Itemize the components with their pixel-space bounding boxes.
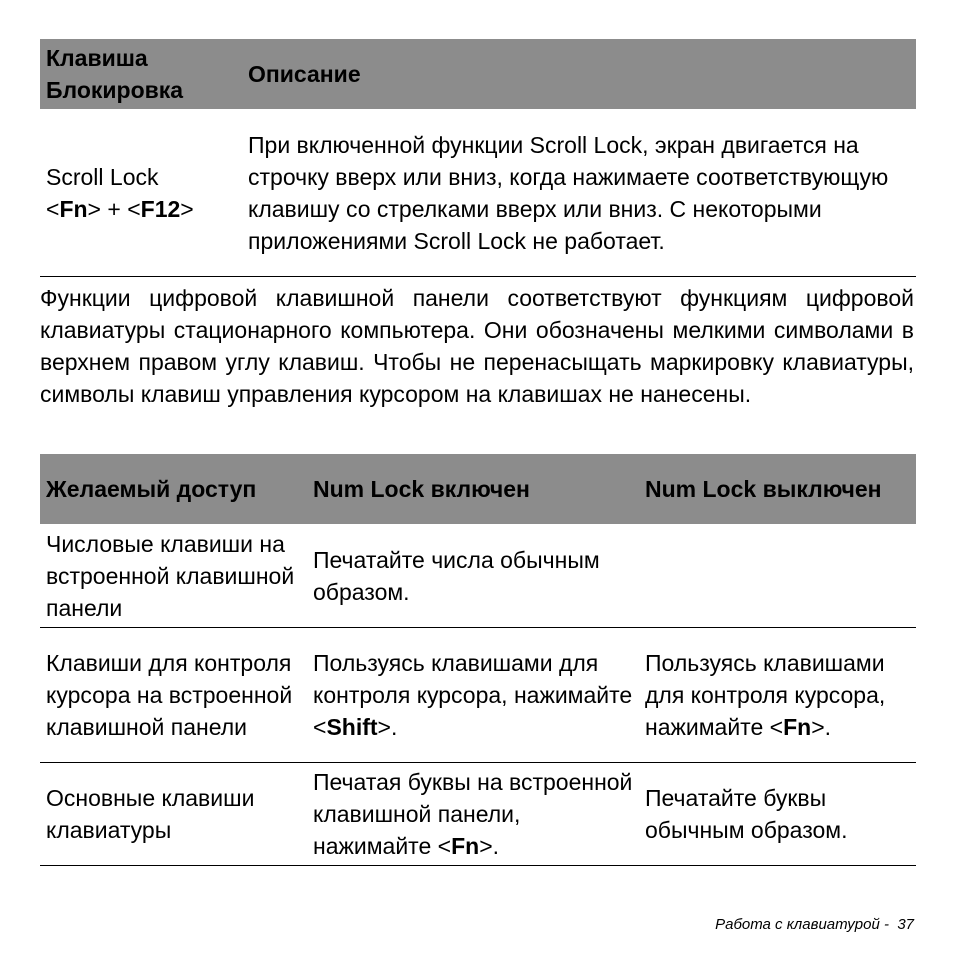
access-cell: Клавиши для контроля курсора на встроенной клавишной панели [46, 650, 293, 740]
scroll-lock-name: Scroll Lock [46, 163, 159, 190]
fn-key: Fn [59, 195, 88, 222]
table-row [40, 628, 916, 763]
header-access: Желаемый доступ [46, 476, 257, 502]
numlock-on-cell: Печатайте числа обычным образом. [313, 546, 600, 605]
lock-keys-table-header [40, 39, 916, 109]
scroll-lock-key-cell: Scroll Lock <Fn> + <F12> [46, 163, 194, 222]
header-numlock-on: Num Lock включен [313, 476, 530, 502]
header-key-lock: Клавиша Блокировка [46, 45, 184, 103]
scroll-lock-description: При включенной функции Scroll Lock, экран двигается на строчку вверх или вниз, когда нажимаете соответствующую клавишу со стрелками вверх или вниз. С некоторыми приложениями Scroll Lock не работает. [248, 131, 889, 254]
numlock-table [40, 454, 916, 866]
f12-key: F12 [140, 195, 181, 222]
numlock-on-cell: Печатая буквы на встроенной клавишной панели, нажимайте <Fn>. [313, 769, 633, 859]
shift-key: Shift [326, 714, 378, 740]
lock-keys-table [40, 39, 916, 277]
page-footer: Работа с клавиатурой - 37 [715, 916, 914, 933]
numlock-off-cell: Печатайте буквы обычным образом. [645, 785, 848, 843]
access-cell: Числовые клавиши на встроенной клавишной панели [46, 530, 295, 621]
header-numlock-off: Num Lock выключен [645, 476, 882, 502]
header-description: Описание [248, 61, 361, 87]
numlock-table-header [40, 454, 916, 524]
table-row [40, 763, 916, 866]
numlock-off-cell: Пользуясь клавишами для контроля курсора, нажимайте <Fn>. [645, 650, 886, 740]
table-row [40, 524, 916, 628]
scroll-lock-row [40, 109, 916, 277]
numlock-on-cell: Пользуясь клавишами для контроля курсора, нажимайте <Shift>. [313, 650, 633, 740]
fn-key: Fn [783, 714, 812, 740]
numpad-paragraph: Функции цифровой клавишной панели соответствуют функциям цифровой клавиатуры стационарного компьютера. Они обозначены мелкими символами в верхнем правом углу клавиш. Чтобы не перенасыщать маркировку клавиатуры, символы клавиш управления курсором на клавишах не нанесены. [40, 285, 914, 407]
fn-key: Fn [451, 833, 480, 859]
access-cell: Основные клавиши клавиатуры [46, 785, 255, 843]
